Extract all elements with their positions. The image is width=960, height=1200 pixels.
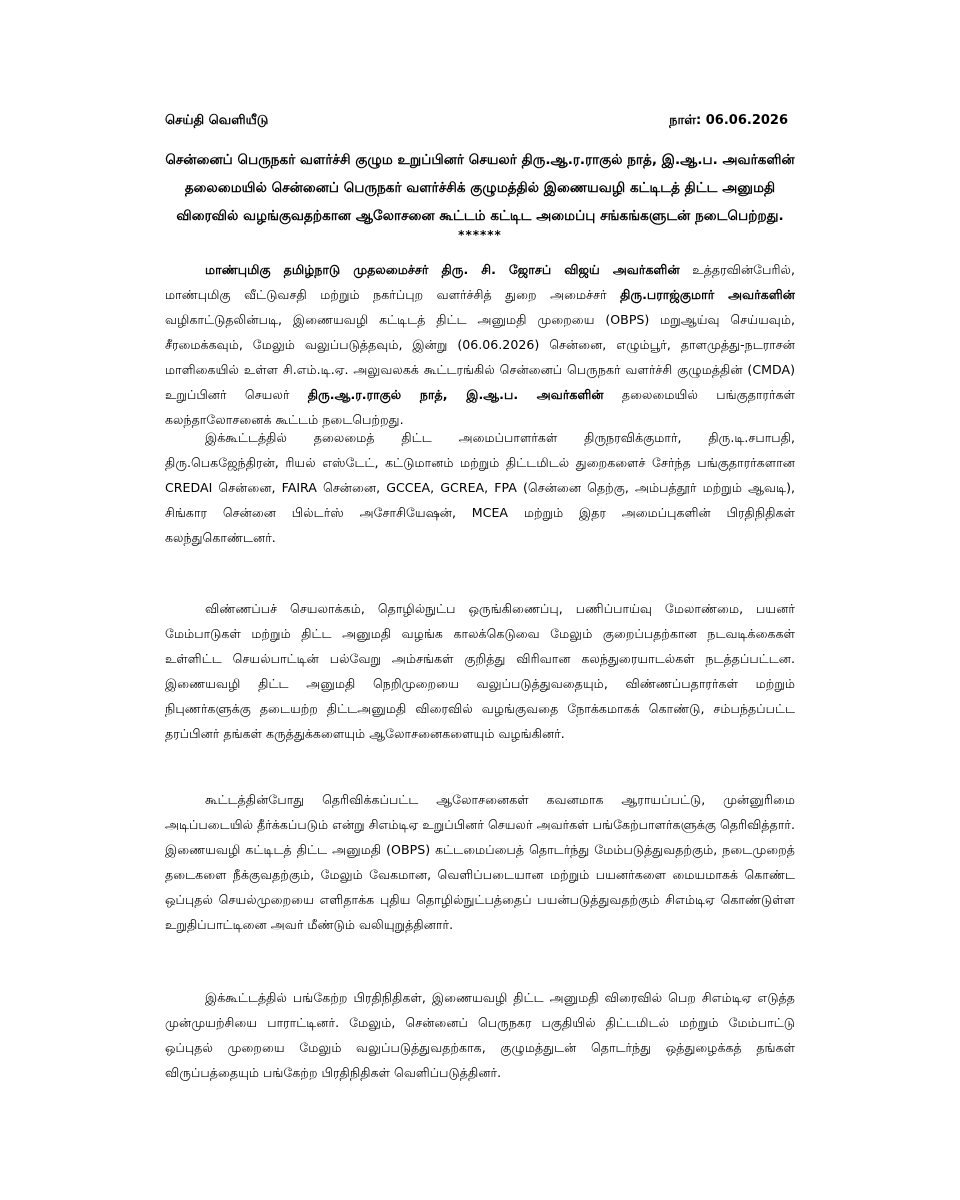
date-label: நாள்: 06.06.2026 — [669, 113, 788, 128]
paragraph-1-bold-1: மாண்புமிகு தமிழ்நாடு முதலமைச்சர் திரு. சி. ஜோசப் விஜய் அவர்களின் — [205, 262, 680, 277]
paragraph-1-text-3: தலைமையில் பங்குதாரர்கள் கலந்தாலோசனைக் கூட்டம் நடைபெற்றது. — [165, 387, 796, 427]
release-title: சென்னைப் பெருநகர் வளர்ச்சி குழும உறுப்பினர் செயலர் திரு.ஆ.ர.ராகுல் நாத், இ.ஆ.ப. அவர்களின் தலைமையில் சென்னைப் பெருநகர் வளர்ச்சிக் குழுமத்தில் இணையவழி கட்டிடத் திட்ட அனுமதி விரைவில் வழங்குவதற்கான ஆலோசனை கூட்டம் கட்டிட அமைப்பு சங்கங்களுடன் நடைபெற்றது. — [165, 152, 795, 224]
paragraph-1-text-2: வழிகாட்டுதலின்படி, இணையவழி கட்டிடத் திட்ட அனுமதி முறையை (OBPS) மறுஆய்வு செய்யவும், சீரமைக்கவும், மேலும் வலுப்படுத்தவும், இன்று (06.06.2026) சென்னை, எழும்பூர், தாளமுத்து-நடராசன் மாளிகையில் உள்ள சி.எம்.டி.ஏ. அலுவலகக் கூட்டரங்கில் சென்னைப் பெருநகர் வளர்ச்சி குழுமத்தின் (CMDA) உறுப்பினர் செயலர் — [165, 312, 795, 402]
paragraph-1-bold-3: திரு.ஆ.ர.ராகுல் நாத், இ.ஆ.ப. அவர்களின் — [307, 387, 604, 402]
paragraph-1-text-1: உத்தரவின்பேரில், மாண்புமிகு வீட்டுவசதி மற்றும் நகர்ப்புற வளர்ச்சித் துறை அமைச்சர் — [165, 262, 795, 302]
paragraph-3: விண்ணப்பச் செயலாக்கம், தொழில்நுட்ப ஒருங்கிணைப்பு, பணிப்பாய்வு மேலாண்மை, பயனர் மேம்பாடுகள் மற்றும் திட்ட அனுமதி வழங்க காலக்கெடுவை மேலும் குறைப்பதற்கான நடவடிக்கைகள் உள்ளிட்ட செயல்பாட்டின் பல்வேறு அம்சங்கள் குறித்து விரிவான கலந்துரையாடல்கள் நடத்தப்பட்டன. இணையவழி திட்ட அனுமதி நெறிமுறையை வலுப்படுத்துவதையும், விண்ணப்பதாரர்கள் மற்றும் நிபுணர்களுக்கு தடையற்ற திட்டஅனுமதி விரைவில் வழங்குவதை நோக்கமாகக் கொண்டு, சம்பந்தப்பட்ட தரப்பினர் தங்கள் கருத்துக்களையும் ஆலோசனைகளையும் வழங்கினர். — [165, 601, 795, 741]
header-row — [165, 113, 788, 129]
paragraph-2: இக்கூட்டத்தில் தலைமைத் திட்ட அமைப்பாளர்கள் திருநரவிக்குமார், திரு.டி.சபாபதி, திரு.பெகஜேந்திரன், ரியல் எஸ்டேட், கட்டுமானம் மற்றும் திட்டமிடல் துறைகளைச் சேர்ந்த பங்குதாரர்களான CREDAI சென்னை, FAIRA சென்னை, GCCEA, GCREA, FPA (சென்னை தெற்கு, அம்பத்தூர் மற்றும் ஆவடி), சிங்கார சென்னை பில்டர்ஸ் அசோசியேஷன், MCEA மற்றும் இதர அமைப்புகளின் பிரதிநிதிகள் கலந்துகொண்டனர். — [165, 430, 795, 545]
paragraph-4: கூட்டத்தின்போது தெரிவிக்கப்பட்ட ஆலோசனைகள் கவனமாக ஆராயப்பட்டு, முன்னுரிமை அடிப்படையில் தீர்க்கப்படும் என்று சிஎம்டிஏ உறுப்பினர் செயலர் அவர்கள் பங்கேற்பாளர்களுக்கு தெரிவித்தார். இணையவழி கட்டிடத் திட்ட அனுமதி (OBPS) கட்டமைப்பைத் தொடர்ந்து மேம்படுத்துவதற்கும், நடைமுறைத் தடைகளை நீக்குவதற்கும், மேலும் வேகமான, வெளிப்படையான மற்றும் பயனர்களை மையமாகக் கொண்ட ஒப்புதல் செயல்முறையை எளிதாக்க புதிய தொழில்நுட்பத்தைப் பயன்படுத்துவதற்கும் சிஎம்டிஏ கொண்டுள்ள உறுதிப்பாட்டினை அவர் மீண்டும் வலியுறுத்தினார். — [165, 792, 795, 932]
paragraph-1-bold-2: திரு.பராஜ்குமார் அவர்களின் — [620, 287, 795, 302]
paragraph-5: இக்கூட்டத்தில் பங்கேற்ற பிரதிநிதிகள், இணையவழி திட்ட அனுமதி விரைவில் பெற சிஎம்டிஏ எடுத்த முன்முயற்சியை பாராட்டினர். மேலும், சென்னைப் பெருநகர பகுதியில் திட்டமிடல் மற்றும் மேம்பாட்டு ஒப்புதல் முறையை மேலும் வலுப்படுத்துவதற்காக, குழுமத்துடன் தொடர்ந்து ஒத்துழைக்கத் தங்கள் விருப்பத்தையும் பங்கேற்ற பிரதிநிதிகள் வெளிப்படுத்தினர். — [165, 990, 795, 1080]
press-release-label: செய்தி வெளியீடு — [165, 113, 269, 128]
paragraph-1 — [165, 257, 795, 432]
separator: ****** — [458, 228, 502, 242]
